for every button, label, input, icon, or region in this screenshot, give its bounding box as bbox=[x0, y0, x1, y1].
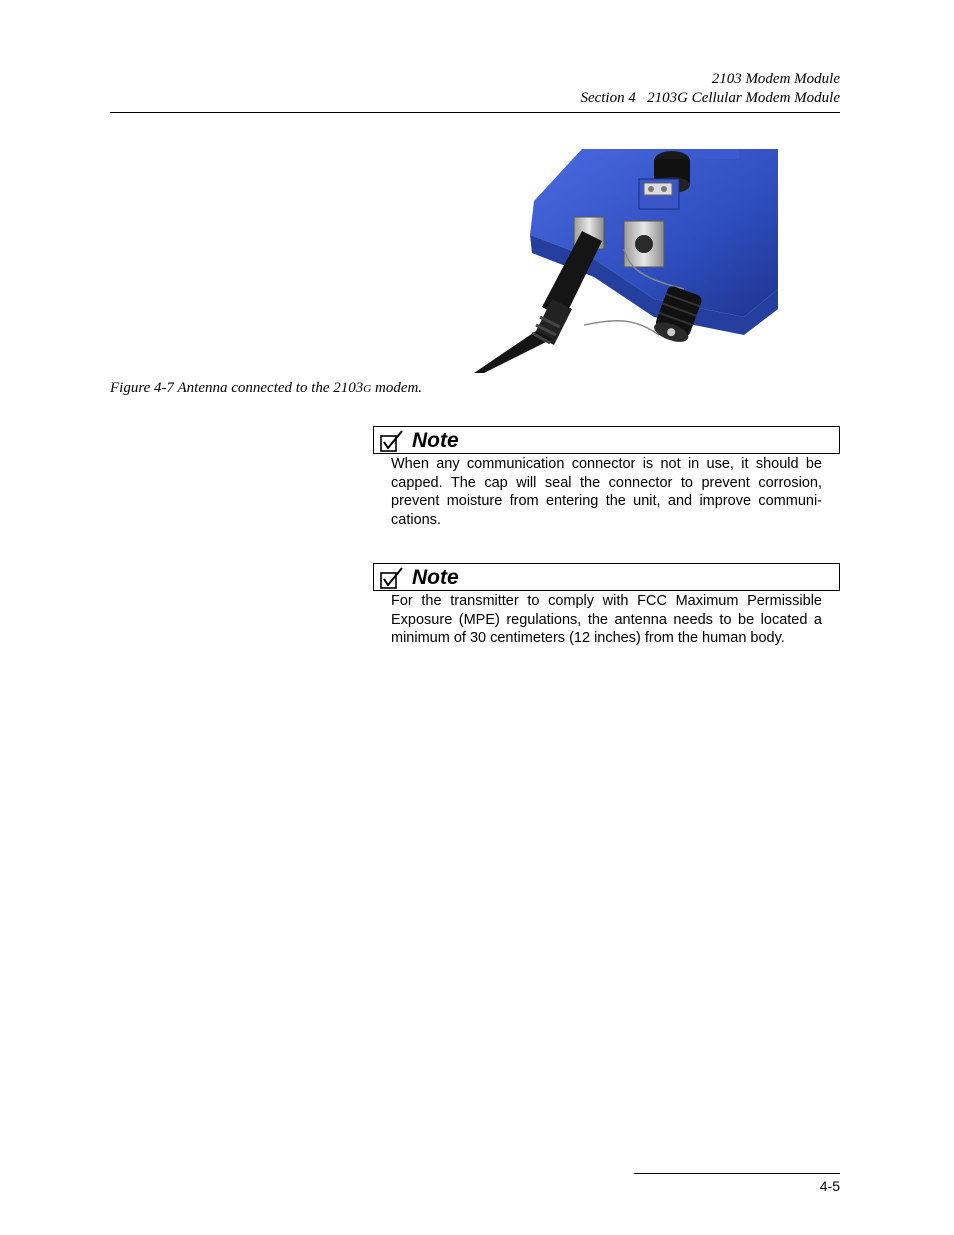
checkbox-check-icon bbox=[380, 567, 404, 589]
figure-caption bbox=[110, 380, 422, 397]
note-body: When any communication connector is not in use, it should be capped. The cap will seal the connector to prevent corrosion, prevent moisture from entering the unit, and improve communi-cations. bbox=[391, 456, 822, 528]
caption-suffix: modem. bbox=[371, 380, 423, 396]
note-header bbox=[373, 563, 840, 591]
antenna-photo bbox=[444, 149, 778, 373]
note-title: Note bbox=[412, 429, 459, 452]
footer-rule bbox=[634, 1173, 840, 1174]
note-body: For the transmitter to comply with FCC Maximum Permissible Exposure (MPE) regulations, the antenna needs to be located a minimum of 30 centimeters (12 inches) from the human body. bbox=[391, 593, 822, 646]
note-block bbox=[373, 426, 840, 529]
header-title: 2103 Modem Module bbox=[711, 71, 840, 87]
caption-small-caps: G bbox=[363, 383, 372, 395]
note-title: Note bbox=[412, 566, 459, 589]
caption-text: Figure 4-7 Antenna connected to the 2103 bbox=[110, 380, 364, 396]
page-number: 4-5 bbox=[819, 1178, 840, 1194]
header-rule bbox=[110, 112, 840, 113]
running-header bbox=[580, 70, 840, 108]
checkbox-check-icon bbox=[380, 430, 404, 452]
header-section: Section 4 2103G Cellular Modem Module bbox=[580, 90, 840, 106]
note-header bbox=[373, 426, 840, 454]
note-block bbox=[373, 563, 840, 648]
